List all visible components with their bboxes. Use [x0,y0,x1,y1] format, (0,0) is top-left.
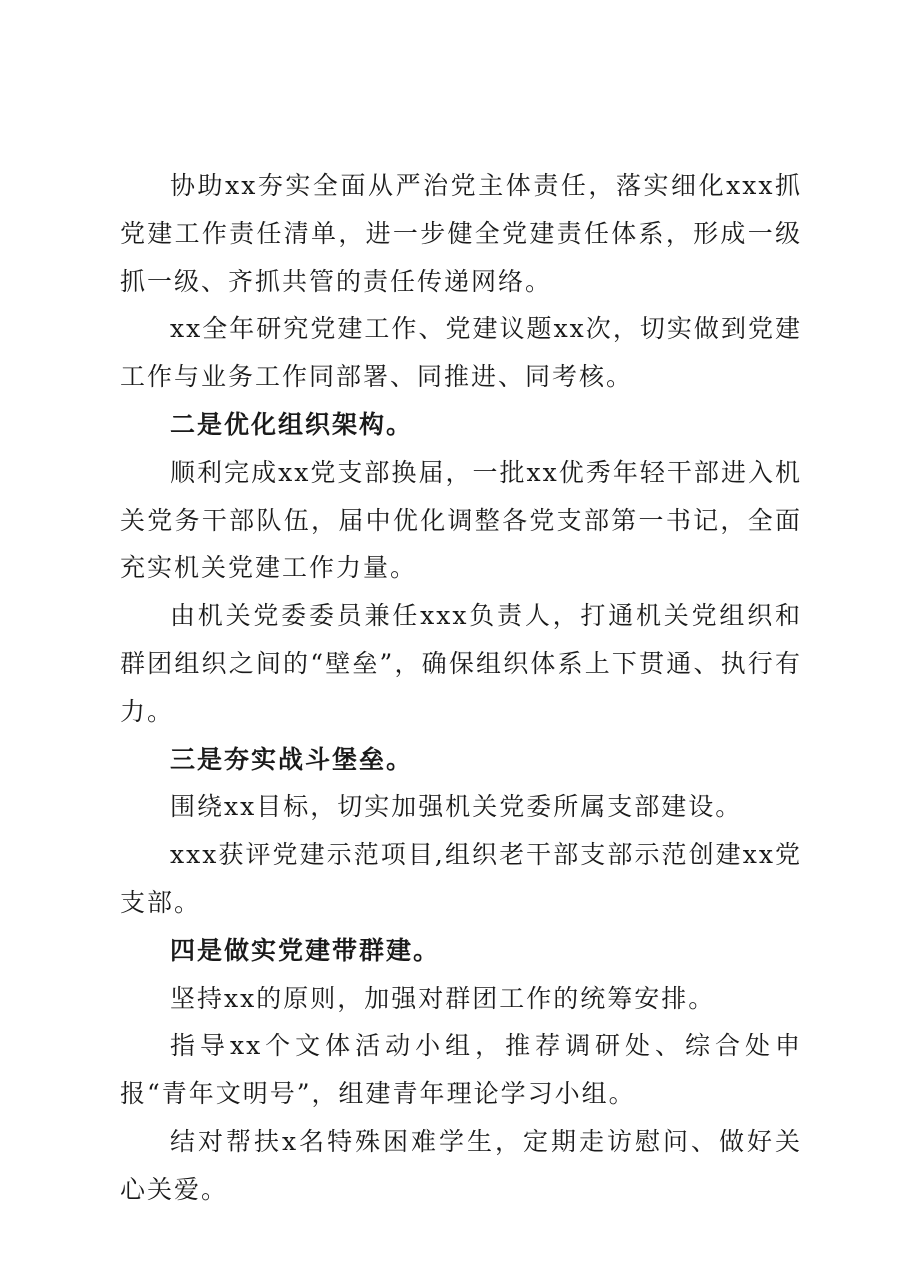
section-heading: 四是做实党建带群建。 [170,935,441,965]
paragraph: xx全年研究党建工作、党建议题xx次，切实做到党建工作与业务工作同部署、同推进、同考核。 [120,314,802,392]
document-body [120,162,802,1214]
paragraph: 协助xx夯实全面从严治党主体责任，落实细化xxx抓党建工作责任清单，进一步健全党建责任体系，形成一级抓一级、齐抓共管的责任传递网络。 [120,171,802,296]
paragraph: 坚持xx的原则，加强对群团工作的统筹安排。 [170,983,716,1013]
paragraph: 指导xx个文体活动小组，推荐调研处、综合处申报“青年文明号”，组建青年理论学习小组。 [120,1031,802,1109]
section-heading: 三是夯实战斗堡垒。 [170,744,414,774]
paragraph: 结对帮扶x名特殊困难学生，定期走访慰问、做好关心关爱。 [120,1126,802,1204]
section-heading: 二是优化组织架构。 [170,409,414,439]
paragraph: 顺利完成xx党支部换届，一批xx优秀年轻干部进入机关党务干部队伍，届中优化调整各党支部第一书记，全面充实机关党建工作力量。 [120,457,802,583]
paragraph: 围绕xx目标，切实加强机关党委所属支部建设。 [170,792,743,822]
paragraph: 由机关党委委员兼任xxx负责人，打通机关党组织和群团组织之间的“壁垒”，确保组织体系上下贯通、执行有力。 [120,601,802,726]
paragraph: xxx获评党建示范项目,组织老干部支部示范创建xx党支部。 [120,840,802,917]
